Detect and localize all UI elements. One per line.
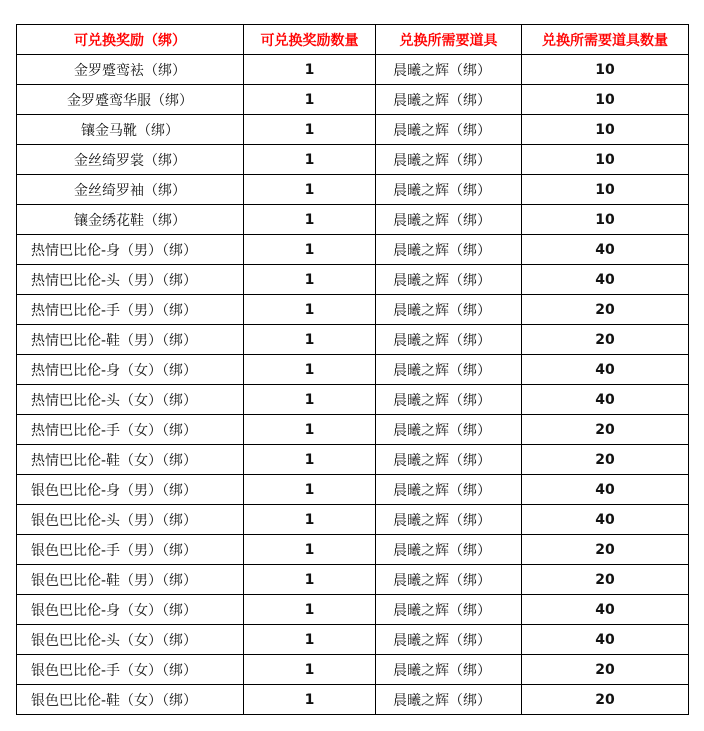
required-item-cell: 晨曦之辉（绑）: [376, 535, 522, 565]
reward-name-cell: 银色巴比伦-手（男）（绑）: [17, 535, 244, 565]
reward-name-cell: 镶金马靴（绑）: [17, 115, 244, 145]
required-qty-cell: 20: [522, 325, 689, 355]
required-item-cell: 晨曦之辉（绑）: [376, 295, 522, 325]
required-item-cell: 晨曦之辉（绑）: [376, 85, 522, 115]
required-qty-cell: 20: [522, 685, 689, 715]
table-row: [17, 445, 689, 475]
reward-name-cell: 金罗蹙鸾华服（绑）: [17, 85, 244, 115]
required-qty-cell: 40: [522, 625, 689, 655]
table-row: [17, 55, 689, 85]
reward-qty-cell: 1: [244, 445, 376, 475]
required-item-cell: 晨曦之辉（绑）: [376, 385, 522, 415]
reward-name-cell: 银色巴比伦-身（男）（绑）: [17, 475, 244, 505]
table-row: [17, 655, 689, 685]
required-item-cell: 晨曦之辉（绑）: [376, 505, 522, 535]
required-item-cell: 晨曦之辉（绑）: [376, 565, 522, 595]
reward-qty-cell: 1: [244, 415, 376, 445]
table-row: [17, 205, 689, 235]
required-item-cell: 晨曦之辉（绑）: [376, 655, 522, 685]
reward-qty-cell: 1: [244, 355, 376, 385]
required-qty-cell: 40: [522, 505, 689, 535]
required-item-cell: 晨曦之辉（绑）: [376, 445, 522, 475]
table-row: [17, 145, 689, 175]
required-item-cell: 晨曦之辉（绑）: [376, 235, 522, 265]
required-item-cell: 晨曦之辉（绑）: [376, 205, 522, 235]
required-qty-cell: 20: [522, 565, 689, 595]
required-qty-cell: 10: [522, 205, 689, 235]
required-qty-cell: 10: [522, 175, 689, 205]
reward-qty-cell: 1: [244, 145, 376, 175]
required-qty-cell: 10: [522, 85, 689, 115]
reward-qty-cell: 1: [244, 235, 376, 265]
reward-qty-cell: 1: [244, 385, 376, 415]
table-row: [17, 175, 689, 205]
table-row: [17, 265, 689, 295]
required-qty-cell: 20: [522, 295, 689, 325]
required-item-cell: 晨曦之辉（绑）: [376, 265, 522, 295]
required-item-cell: 晨曦之辉（绑）: [376, 325, 522, 355]
reward-qty-cell: 1: [244, 295, 376, 325]
required-qty-cell: 20: [522, 655, 689, 685]
table-row: [17, 535, 689, 565]
required-qty-cell: 40: [522, 385, 689, 415]
table-row: [17, 625, 689, 655]
reward-name-cell: 热情巴比伦-鞋（女）（绑）: [17, 445, 244, 475]
reward-name-cell: 热情巴比伦-头（男）（绑）: [17, 265, 244, 295]
required-item-cell: 晨曦之辉（绑）: [376, 595, 522, 625]
reward-name-cell: 热情巴比伦-头（女）（绑）: [17, 385, 244, 415]
table-row: [17, 565, 689, 595]
table-row: [17, 115, 689, 145]
table-row: [17, 355, 689, 385]
reward-qty-cell: 1: [244, 595, 376, 625]
required-qty-cell: 10: [522, 115, 689, 145]
exchange-table: [16, 24, 689, 715]
reward-qty-cell: 1: [244, 85, 376, 115]
header-required-item: 兑换所需要道具: [376, 25, 522, 55]
header-row: [17, 25, 689, 55]
table-row: [17, 325, 689, 355]
reward-qty-cell: 1: [244, 685, 376, 715]
header-required-qty: 兑换所需要道具数量: [522, 25, 689, 55]
reward-name-cell: 银色巴比伦-头（男）（绑）: [17, 505, 244, 535]
table-row: [17, 235, 689, 265]
reward-qty-cell: 1: [244, 655, 376, 685]
reward-qty-cell: 1: [244, 55, 376, 85]
table-row: [17, 295, 689, 325]
reward-name-cell: 热情巴比伦-鞋（男）（绑）: [17, 325, 244, 355]
reward-name-cell: 金罗蹙鸾袪（绑）: [17, 55, 244, 85]
required-item-cell: 晨曦之辉（绑）: [376, 145, 522, 175]
table-row: [17, 505, 689, 535]
reward-qty-cell: 1: [244, 265, 376, 295]
reward-name-cell: 金丝绮罗裳（绑）: [17, 145, 244, 175]
required-item-cell: 晨曦之辉（绑）: [376, 685, 522, 715]
required-item-cell: 晨曦之辉（绑）: [376, 475, 522, 505]
required-qty-cell: 10: [522, 55, 689, 85]
exchange-table-container: [16, 24, 688, 715]
required-qty-cell: 40: [522, 595, 689, 625]
reward-name-cell: 热情巴比伦-身（男）（绑）: [17, 235, 244, 265]
table-row: [17, 85, 689, 115]
reward-name-cell: 银色巴比伦-鞋（男）（绑）: [17, 565, 244, 595]
reward-name-cell: 银色巴比伦-身（女）（绑）: [17, 595, 244, 625]
required-qty-cell: 10: [522, 145, 689, 175]
required-item-cell: 晨曦之辉（绑）: [376, 55, 522, 85]
reward-qty-cell: 1: [244, 505, 376, 535]
required-item-cell: 晨曦之辉（绑）: [376, 415, 522, 445]
reward-qty-cell: 1: [244, 625, 376, 655]
required-qty-cell: 40: [522, 355, 689, 385]
table-row: [17, 595, 689, 625]
required-item-cell: 晨曦之辉（绑）: [376, 625, 522, 655]
required-qty-cell: 40: [522, 475, 689, 505]
reward-qty-cell: 1: [244, 115, 376, 145]
table-row: [17, 685, 689, 715]
header-reward: 可兑换奖励（绑）: [17, 25, 244, 55]
table-row: [17, 385, 689, 415]
required-item-cell: 晨曦之辉（绑）: [376, 115, 522, 145]
required-qty-cell: 20: [522, 445, 689, 475]
reward-qty-cell: 1: [244, 205, 376, 235]
reward-qty-cell: 1: [244, 325, 376, 355]
table-row: [17, 475, 689, 505]
header-reward-qty: 可兑换奖励数量: [244, 25, 376, 55]
required-qty-cell: 40: [522, 235, 689, 265]
table-body: [17, 55, 689, 715]
reward-qty-cell: 1: [244, 175, 376, 205]
required-item-cell: 晨曦之辉（绑）: [376, 355, 522, 385]
table-row: [17, 415, 689, 445]
required-item-cell: 晨曦之辉（绑）: [376, 175, 522, 205]
table-header: [17, 25, 689, 55]
reward-name-cell: 银色巴比伦-鞋（女）（绑）: [17, 685, 244, 715]
reward-name-cell: 银色巴比伦-手（女）（绑）: [17, 655, 244, 685]
reward-name-cell: 银色巴比伦-头（女）（绑）: [17, 625, 244, 655]
required-qty-cell: 40: [522, 265, 689, 295]
reward-name-cell: 热情巴比伦-身（女）（绑）: [17, 355, 244, 385]
required-qty-cell: 20: [522, 415, 689, 445]
reward-qty-cell: 1: [244, 565, 376, 595]
reward-qty-cell: 1: [244, 535, 376, 565]
reward-name-cell: 热情巴比伦-手（男）（绑）: [17, 295, 244, 325]
required-qty-cell: 20: [522, 535, 689, 565]
reward-qty-cell: 1: [244, 475, 376, 505]
reward-name-cell: 金丝绮罗袖（绑）: [17, 175, 244, 205]
reward-name-cell: 热情巴比伦-手（女）（绑）: [17, 415, 244, 445]
reward-name-cell: 镶金绣花鞋（绑）: [17, 205, 244, 235]
